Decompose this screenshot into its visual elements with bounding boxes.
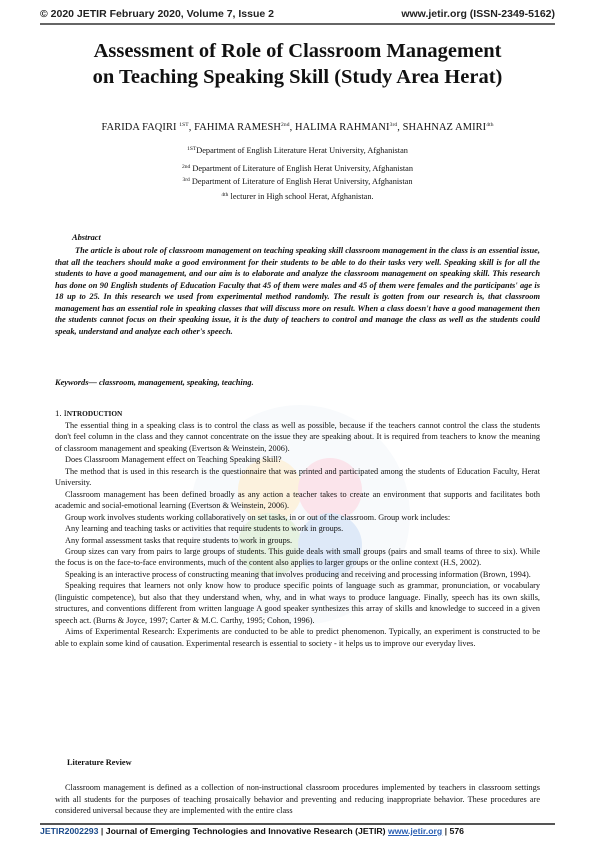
page-footer: JETIR2002293 | Journal of Emerging Technologies and Innovative Research (JETIR) www.jetir.org | 576 xyxy=(40,826,464,836)
abstract-heading: Abstract xyxy=(72,233,101,242)
page-header xyxy=(40,6,555,22)
header-divider xyxy=(40,23,555,25)
affiliation-3 xyxy=(40,177,555,186)
affiliation-1-sup: 1ST xyxy=(187,146,197,152)
author-list: FARIDA FAQIRI $^{1ST}$, FAHIMA $RAMESH^{2nd}$, HALIMA $RAHMANI^{3rd}$, SHAHNAZ $AMIRI^{4th}$ xyxy=(101,122,494,133)
footer-divider xyxy=(40,823,555,825)
literature-review-heading: Literature Review xyxy=(67,758,132,767)
paragraph: Classroom management has been defined broadly as any action a teacher takes to create an environment that supports and facilitates both academic and social-emotional learning (Evertson & Weinstein, 2006). xyxy=(55,489,540,511)
title-line-2: on Teaching Speaking Skill (Study Area Herat) xyxy=(92,66,503,88)
section-title-rest: NTRODUCTION xyxy=(66,409,123,418)
paragraph: Group work involves students working collaboratively on set tasks, in or out of the classroom. Group work includes: xyxy=(65,512,451,522)
author-2: FAHIMA RAMESH xyxy=(194,122,281,133)
title-line-1: Assessment of Role of Classroom Management xyxy=(93,40,502,62)
affiliation-1 xyxy=(40,146,555,155)
affiliation-3-text: Department of Literature of English Herat University, Afghanistan xyxy=(189,177,413,186)
author-1: FARIDA FAQIRI xyxy=(101,122,177,133)
footer-journal-name: Journal of Emerging Technologies and Innovative Research (JETIR) xyxy=(105,826,386,836)
paragraph: Speaking is an interactive process of constructing meaning that involves producing and receiving and processing information (Brown, 1994). xyxy=(65,569,531,579)
affiliation-2-text: Department of Literature of English Herat University, Afghanistan xyxy=(190,164,413,173)
paragraph: Group sizes can vary from pairs to large groups of students. This guide deals with small groups (pairs and small teams of three to six). While the focus is on the face-to-face environments, much of the content also applies to larger groups or the online context (H.S, 2002). xyxy=(55,546,540,568)
paragraph: The essential thing in a speaking class is to control the class as well as possible, because if the teachers cannot control the class the students don't feel column in the class and they cannot concentrate on the issue they are speaking about. It is required from teachers to know the meaning of classroom management and speaking (Evertson & Weinstein, 2006). xyxy=(55,421,540,453)
section-heading-introduction xyxy=(55,408,122,418)
affiliation-4-sup: 4th xyxy=(221,192,229,198)
author-4-sup: 4th xyxy=(486,122,494,128)
paragraph: Aims of Experimental Research: Experiments are conducted to be able to predict phenomenon. Typically, an experiment is constructed to be able to explain some kind of causation. Experimental research is essential to society - it helps us to improve our everyday lives. xyxy=(55,627,540,648)
paragraph: Does Classroom Management effect on Teaching Speaking Skill? xyxy=(65,455,282,465)
paper-title xyxy=(40,38,555,90)
affiliation-3-sup: 3rd xyxy=(182,177,190,183)
author-1-sup: 1ST xyxy=(179,122,189,128)
paragraph: Any learning and teaching tasks or activities that require students to work in groups. xyxy=(65,524,344,534)
author-3-sup: 3rd xyxy=(389,122,398,128)
introduction-body xyxy=(55,420,540,649)
author-2-sup: 2nd xyxy=(281,122,290,128)
affiliation-4-text: lecturer in High school Herat, Afghanistan. xyxy=(228,192,374,201)
abstract-text: The article is about role of classroom management on teaching speaking skill classroom management in the class is an essential issue, that all the teachers should make a good environment for their students to be able to do their tasks very well. Speaking skill is for all the students to have a good management, and our aim is to elaborate and analyze the classroom management on speaking skill. This research has done on 90 English students of Education Faculty that 45 of them were males and 45 of them were females and the participants' age is 18 up to 25. In this research we used from experimental method randomly. The result is gotten from our research is, that classroom management has an essential role in speaking classes that will discuss more on result. When a class doesn't have a good management then the students cannot focus on their speaking issue, it is the duty of teachers to control and manage the class as well as the students could speak, understand and analyze each other's speech. xyxy=(55,246,540,336)
affiliation-1-text: Department of English Literature Herat University, Afghanistan xyxy=(196,146,408,155)
header-journal-info: © 2020 JETIR February 2020, Volume 7, Issue 2 xyxy=(40,8,274,20)
section-title-initial: I xyxy=(63,408,67,418)
affiliation-4 xyxy=(40,192,555,201)
paragraph: The method that is used in this research is the questionnaire that was printed and participated among the students of Education Faculty, Herat University. xyxy=(55,466,540,488)
affiliation-2 xyxy=(40,164,555,173)
keywords: Keywords— classroom, management, speaking, teaching. xyxy=(55,378,254,387)
author-4: SHAHNAZ AMIRI xyxy=(402,122,487,133)
footer-website-link[interactable]: www.jetir.org xyxy=(387,826,443,836)
header-website[interactable]: www.jetir.org (ISSN-2349-5162) xyxy=(401,8,555,20)
paragraph: Any formal assessment tasks that require students to work in groups. xyxy=(65,535,293,545)
section-number: 1. xyxy=(55,408,64,418)
literature-review-body xyxy=(55,782,540,817)
footer-page-number: 576 xyxy=(449,826,464,836)
author-3: HALIMA RAHMANI xyxy=(294,122,390,133)
paragraph: Classroom management is defined as a collection of non-instructional classroom procedures implemented by teachers in classroom settings with all students for the purposes of teaching prosaically behavior and preventing and reducing inappropriate behavior. These procedures are considered universal because they are implemented with the entire class xyxy=(55,783,540,815)
paragraph: Speaking requires that learners not only know how to produce specific points of language such as grammar, pronunciation, or vocabulary (linguistic competence), but also that they understand when, why, and in what ways to produce language. Finally, speech has its own skills, structures, and conventions different from written language A good speaker synthesizes this array of skills and knowledge to succeed in a given speech act. (Burns & Joyce, 1997; Carter & M.C. Carthy, 1995; Cohon, 1996). xyxy=(55,581,540,625)
footer-paper-id: JETIR2002293 xyxy=(40,826,99,836)
affiliation-2-sup: 2nd xyxy=(182,164,191,170)
